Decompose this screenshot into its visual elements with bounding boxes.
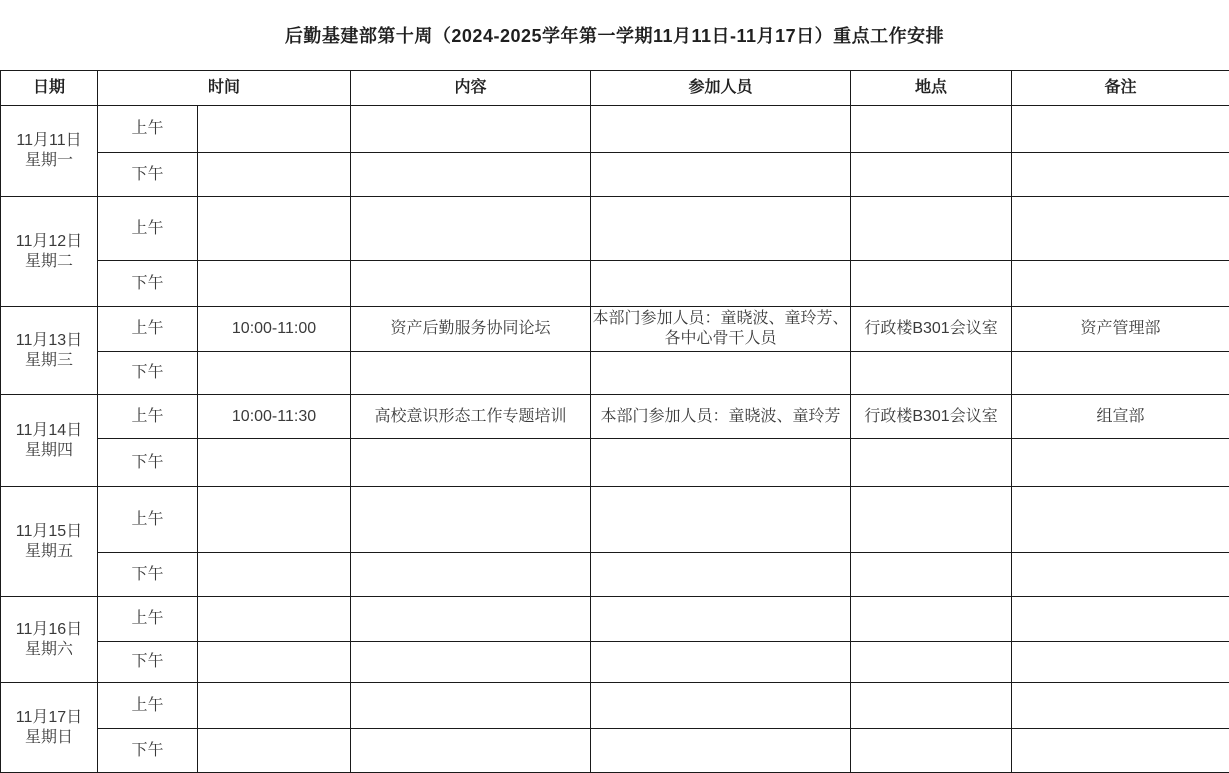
participants-cell: [591, 439, 851, 487]
date-cell: [1, 106, 98, 197]
content-cell: [351, 553, 591, 597]
day-row-pm: [1, 642, 1229, 683]
note-cell: [1012, 642, 1229, 683]
time-cell: [198, 597, 351, 642]
day-row-am: [1, 487, 1229, 553]
participants-cell: 本部门参加人员：童晓波、童玲芳、各中心骨干人员: [591, 307, 851, 352]
content-cell: [351, 153, 591, 197]
ampm-cell: 上午: [98, 307, 198, 352]
location-cell: 行政楼B301会议室: [851, 307, 1012, 352]
ampm-cell: 上午: [98, 106, 198, 153]
note-cell: 组宣部: [1012, 395, 1229, 439]
time-cell: [198, 642, 351, 683]
content-cell: [351, 642, 591, 683]
location-cell: [851, 597, 1012, 642]
content-cell: [351, 683, 591, 729]
date-text: 11月17日: [15, 708, 83, 726]
time-cell: [198, 352, 351, 395]
content-cell: 高校意识形态工作专题培训: [351, 395, 591, 439]
location-cell: [851, 106, 1012, 153]
ampm-cell: 上午: [98, 487, 198, 553]
time-cell: [198, 153, 351, 197]
ampm-cell: 下午: [98, 352, 198, 395]
content-cell: 资产后勤服务协同论坛: [351, 307, 591, 352]
date-cell: [1, 683, 98, 773]
time-cell: [198, 106, 351, 153]
ampm-cell: 下午: [98, 153, 198, 197]
header-note: 备注: [1012, 71, 1229, 106]
participants-cell: [591, 597, 851, 642]
time-cell: [198, 197, 351, 261]
participants-cell: [591, 153, 851, 197]
location-cell: [851, 153, 1012, 197]
day-row-am: [1, 395, 1229, 439]
note-cell: [1012, 439, 1229, 487]
date-text: 11月15日: [15, 522, 83, 540]
day-row-pm: [1, 261, 1229, 307]
day-row-am: [1, 307, 1229, 352]
schedule-table: [0, 70, 1229, 773]
day-row-pm: [1, 729, 1229, 773]
content-cell: [351, 106, 591, 153]
header-date: 日期: [1, 71, 98, 106]
date-text: 11月14日: [15, 421, 83, 439]
day-row-pm: [1, 352, 1229, 395]
weekday-text: 星期日: [24, 728, 73, 746]
participants-cell: [591, 729, 851, 773]
participants-cell: [591, 106, 851, 153]
header-time: 时间: [98, 71, 351, 106]
header-participants: 参加人员: [591, 71, 851, 106]
time-cell: [198, 683, 351, 729]
weekday-text: 星期二: [24, 252, 73, 270]
ampm-cell: 下午: [98, 642, 198, 683]
date-text: 11月12日: [15, 232, 83, 250]
weekday-text: 星期四: [24, 441, 73, 459]
time-cell: 10:00-11:00: [198, 307, 351, 352]
day-row-am: [1, 106, 1229, 153]
day-row-pm: [1, 153, 1229, 197]
time-cell: [198, 439, 351, 487]
location-cell: [851, 439, 1012, 487]
content-cell: [351, 261, 591, 307]
note-cell: [1012, 352, 1229, 395]
content-cell: [351, 487, 591, 553]
ampm-cell: 上午: [98, 683, 198, 729]
content-cell: [351, 352, 591, 395]
ampm-cell: 上午: [98, 395, 198, 439]
ampm-cell: 下午: [98, 261, 198, 307]
participants-cell: [591, 261, 851, 307]
weekday-text: 星期一: [24, 152, 73, 169]
day-row-am: [1, 683, 1229, 729]
participants-cell: 本部门参加人员：童晓波、童玲芳: [591, 395, 851, 439]
weekday-text: 星期五: [24, 542, 73, 560]
time-cell: [198, 729, 351, 773]
day-row-am: [1, 597, 1229, 642]
participants-cell: [591, 487, 851, 553]
header-row: [1, 71, 1229, 106]
note-cell: [1012, 487, 1229, 553]
date-cell: [1, 197, 98, 307]
ampm-cell: 上午: [98, 597, 198, 642]
content-cell: [351, 439, 591, 487]
time-cell: [198, 261, 351, 307]
note-cell: 资产管理部: [1012, 307, 1229, 352]
participants-cell: [591, 197, 851, 261]
weekday-text: 星期三: [24, 351, 73, 369]
day-row-pm: [1, 439, 1229, 487]
page-title: 后勤基建部第十周（2024-2025学年第一学期11月11日-11月17日）重点工作安排: [284, 26, 945, 46]
weekday-text: 星期六: [24, 640, 73, 658]
date-cell: [1, 395, 98, 487]
time-cell: 10:00-11:30: [198, 395, 351, 439]
note-cell: [1012, 197, 1229, 261]
day-row-pm: [1, 553, 1229, 597]
ampm-cell: 上午: [98, 197, 198, 261]
participants-cell: [591, 553, 851, 597]
participants-cell: [591, 683, 851, 729]
note-cell: [1012, 683, 1229, 729]
note-cell: [1012, 106, 1229, 153]
location-cell: [851, 683, 1012, 729]
note-cell: [1012, 729, 1229, 773]
ampm-cell: 下午: [98, 439, 198, 487]
location-cell: [851, 261, 1012, 307]
note-cell: [1012, 153, 1229, 197]
content-cell: [351, 197, 591, 261]
location-cell: [851, 487, 1012, 553]
time-cell: [198, 553, 351, 597]
note-cell: [1012, 553, 1229, 597]
header-location: 地点: [851, 71, 1012, 106]
content-cell: [351, 597, 591, 642]
participants-cell: [591, 642, 851, 683]
date-cell: [1, 487, 98, 597]
ampm-cell: 下午: [98, 553, 198, 597]
date-cell: [1, 597, 98, 683]
location-cell: [851, 553, 1012, 597]
day-row-am: [1, 197, 1229, 261]
location-cell: [851, 197, 1012, 261]
location-cell: 行政楼B301会议室: [851, 395, 1012, 439]
participants-cell: [591, 352, 851, 395]
date-cell: [1, 307, 98, 395]
time-cell: [198, 487, 351, 553]
date-text: 11月16日: [15, 620, 83, 638]
note-cell: [1012, 261, 1229, 307]
date-text: 11月13日: [15, 331, 83, 349]
date-text: 11月11日: [16, 132, 82, 149]
header-content: 内容: [351, 71, 591, 106]
location-cell: [851, 352, 1012, 395]
note-cell: [1012, 597, 1229, 642]
ampm-cell: 下午: [98, 729, 198, 773]
location-cell: [851, 729, 1012, 773]
content-cell: [351, 729, 591, 773]
location-cell: [851, 642, 1012, 683]
